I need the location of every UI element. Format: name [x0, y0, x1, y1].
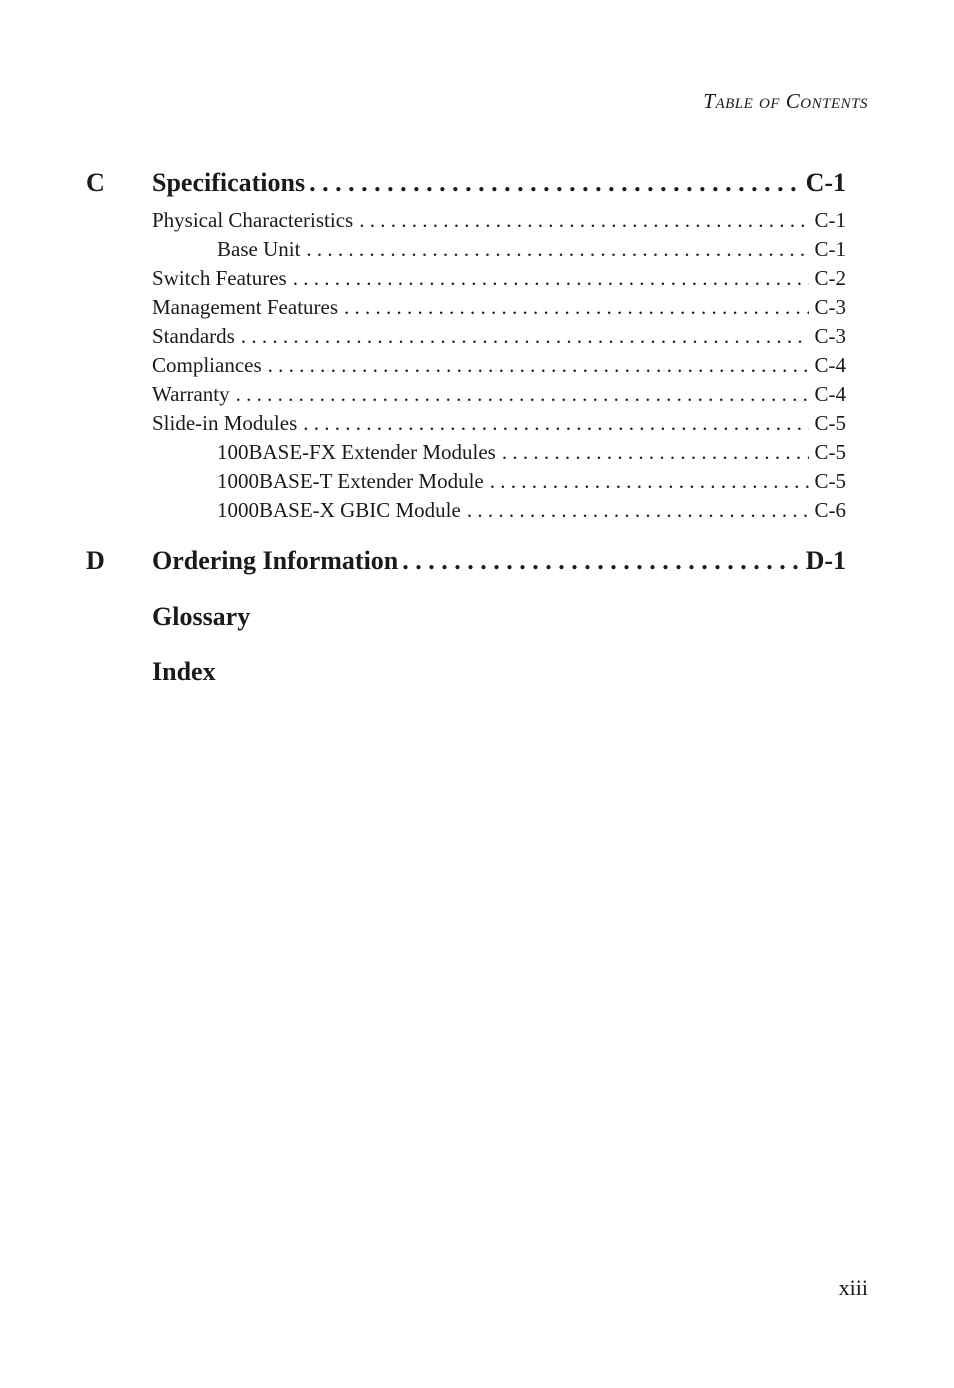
- toc-entry[interactable]: [152, 235, 846, 264]
- chapter-d-heading[interactable]: [86, 546, 846, 580]
- dot-leader: [293, 264, 809, 293]
- toc-entry-page: C-1: [814, 237, 846, 261]
- toc-entry-title: Physical Characteristics: [152, 208, 354, 232]
- toc-entry-page: C-4: [814, 353, 846, 377]
- toc-entry-page: C-1: [814, 208, 846, 232]
- toc-entry-title: Slide-in Modules: [152, 411, 298, 435]
- running-header: Table of Contents: [703, 89, 868, 113]
- toc-entry-title: Standards: [152, 324, 235, 348]
- toc-entry[interactable]: [152, 438, 846, 467]
- dot-leader: [241, 322, 809, 351]
- glossary-heading[interactable]: Glossary: [152, 602, 251, 631]
- toc-entry[interactable]: [152, 293, 846, 322]
- dot-leader: [402, 546, 801, 576]
- toc-entry-title: 100BASE-FX Extender Modules: [217, 440, 496, 464]
- chapter-letter: D: [86, 546, 105, 575]
- toc-entry-page: C-5: [814, 469, 846, 493]
- dot-leader: [344, 293, 808, 322]
- dot-leader: [306, 235, 808, 264]
- page-number: xiii: [838, 1275, 868, 1300]
- index-heading[interactable]: Index: [152, 657, 216, 686]
- toc-entry[interactable]: [152, 351, 846, 380]
- dot-leader: [502, 438, 809, 467]
- toc-entry[interactable]: [152, 264, 846, 293]
- chapter-c-heading[interactable]: [86, 168, 846, 202]
- toc-entry-page: C-3: [814, 295, 846, 319]
- dot-leader: [309, 168, 801, 198]
- toc-entry-title: Management Features: [152, 295, 339, 319]
- toc-entry-title: 1000BASE-T Extender Module: [217, 469, 484, 493]
- dot-leader: [268, 351, 809, 380]
- toc-entry[interactable]: [152, 409, 846, 438]
- toc-entry-page: C-3: [814, 324, 846, 348]
- chapter-page-ref: C-1: [805, 168, 846, 197]
- chapter-page-ref: D-1: [805, 546, 846, 575]
- toc-entry-title: 1000BASE-X GBIC Module: [217, 498, 461, 522]
- dot-leader: [467, 496, 809, 525]
- toc-entry-page: C-5: [814, 440, 846, 464]
- dot-leader: [236, 380, 809, 409]
- toc-entry[interactable]: [152, 322, 846, 351]
- toc-entry-page: C-4: [814, 382, 846, 406]
- toc-entry-title: Base Unit: [217, 237, 301, 261]
- toc-entry-page: C-2: [814, 266, 846, 290]
- dot-leader: [359, 206, 808, 235]
- chapter-title: Specifications: [152, 168, 306, 197]
- chapter-title: Ordering Information: [152, 546, 399, 575]
- toc-entry[interactable]: [152, 467, 846, 496]
- toc-entry-title: Switch Features: [152, 266, 287, 290]
- toc-entry[interactable]: [152, 380, 846, 409]
- dot-leader: [303, 409, 808, 438]
- toc-entry-title: Warranty: [152, 382, 230, 406]
- toc-entry[interactable]: [152, 206, 846, 235]
- toc-entry-page: C-6: [814, 498, 846, 522]
- dot-leader: [490, 467, 809, 496]
- toc-entry-title: Compliances: [152, 353, 262, 377]
- toc-entry-list: [152, 206, 846, 525]
- toc-entry[interactable]: [152, 496, 846, 525]
- chapter-letter: C: [86, 168, 105, 197]
- toc-entry-page: C-5: [814, 411, 846, 435]
